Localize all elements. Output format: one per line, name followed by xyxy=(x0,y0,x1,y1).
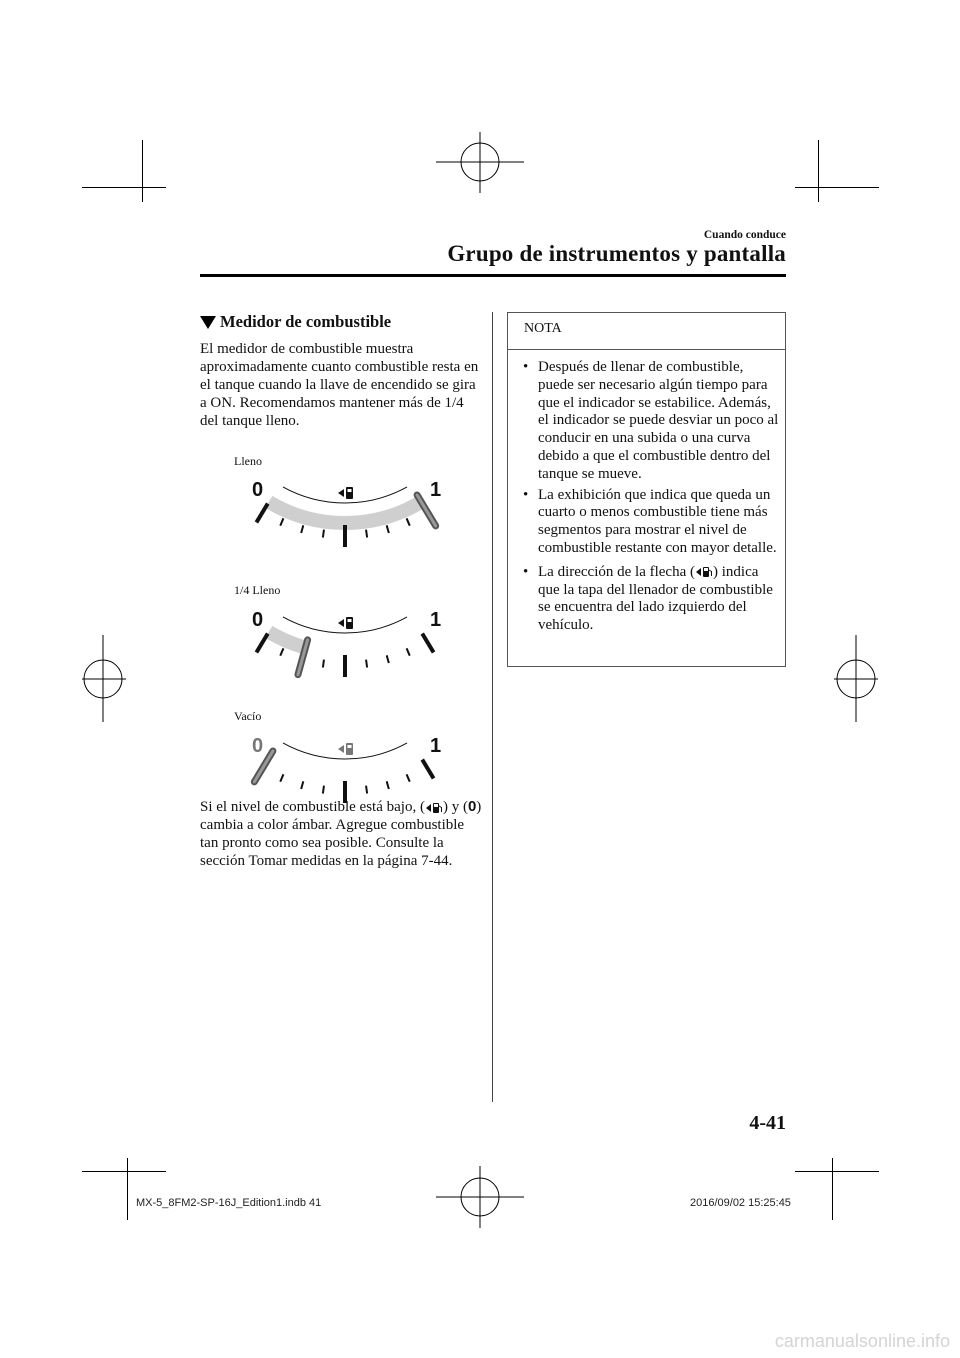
bullet: • xyxy=(523,359,529,375)
low-fuel-text-2: ) y ( xyxy=(442,799,468,815)
fuel-pump-window xyxy=(348,489,352,492)
bullet: • xyxy=(523,486,529,503)
gauge-arc xyxy=(283,617,407,633)
fuel-pump-window xyxy=(348,619,352,622)
note-item-text-b: ) indica que la tapa del llenador de combustible se encuentra del lado izquierdo del vehículo. xyxy=(538,563,773,634)
left-arrow-icon xyxy=(338,489,344,497)
gauge-full-mark: 1 xyxy=(430,735,442,757)
fuel-pump-icon xyxy=(425,801,443,815)
gauge-empty-mark: 0 xyxy=(252,609,264,631)
page-title: Grupo de instrumentos y pantalla xyxy=(447,241,786,266)
gauge-tick xyxy=(280,774,283,781)
note-item-text: La exhibición que indica que queda un cuarto o menos combustible tiene más segmentos para mostrar el nivel de combustible restante con mayor detalle. xyxy=(538,486,777,556)
fuel-pump-icon xyxy=(695,565,713,579)
low-fuel-paragraph xyxy=(200,798,485,870)
fuel-pump-body xyxy=(346,617,353,629)
left-arrow-icon xyxy=(338,619,344,627)
left-arrow-icon xyxy=(338,745,344,753)
gauge-tick xyxy=(387,655,389,663)
note-item xyxy=(518,359,780,484)
gauge-tick xyxy=(422,634,433,653)
gauge-arc xyxy=(283,743,407,759)
gauge-tick xyxy=(301,525,303,533)
gauge-tick xyxy=(387,525,389,533)
note-box xyxy=(507,312,786,667)
gauge-tick xyxy=(280,648,283,655)
low-fuel-zero-mark: 0 xyxy=(467,798,477,815)
header-divider xyxy=(200,274,786,277)
header-section-label: Cuando conduce xyxy=(703,229,786,241)
note-item-text: Después de llenar de combustible, puede ser necesario algún tiempo para que el indicador se estabilice. Además, el indicador se puede desviar un poco al conducir en una subida o una curva debido a que el combustible dentro del tanque se mueve. xyxy=(538,359,779,482)
gauge-tick xyxy=(323,530,324,538)
gauge-tick xyxy=(366,786,367,794)
gauge-tick xyxy=(323,660,324,668)
gauge-tick xyxy=(256,634,267,653)
note-item xyxy=(518,487,780,558)
gauge-tick xyxy=(422,760,433,779)
gauge-tick xyxy=(366,660,367,668)
gauge-label-empty: Vacío xyxy=(234,709,262,723)
gauge-tick xyxy=(366,530,367,538)
fuel-pump-body xyxy=(346,743,353,755)
bullet: • xyxy=(523,563,529,580)
note-list xyxy=(518,359,780,638)
fuel-gauge-empty xyxy=(240,726,460,806)
fuel-pump-icon xyxy=(338,487,353,499)
gauge-tick xyxy=(407,648,410,655)
gauge-tick xyxy=(323,786,324,794)
gauge-empty-mark: 0 xyxy=(252,479,264,501)
fuel-gauge-full xyxy=(240,470,460,550)
note-title: NOTA xyxy=(524,321,562,336)
gauge-tick xyxy=(280,518,283,525)
gauge-tick xyxy=(301,781,303,789)
gauge-tick xyxy=(256,504,267,523)
fuel-pump-icon xyxy=(338,617,353,629)
gauge-tick xyxy=(407,518,410,525)
watermark: carmanualsonline.info xyxy=(774,1331,950,1351)
gauge-tick xyxy=(407,774,410,781)
gauge-label-quarter: 1/4 Lleno xyxy=(234,583,281,597)
gauge-full-mark: 1 xyxy=(430,609,442,631)
footer-filename: MX-5_8FM2-SP-16J_Edition1.indb 41 xyxy=(136,1197,322,1209)
fuel-pump-window xyxy=(348,745,352,748)
gauge-label-full: Lleno xyxy=(234,454,262,468)
note-item-text-a: La dirección de la flecha ( xyxy=(538,563,695,580)
intro-paragraph: El medidor de combustible muestra aproximadamente cuanto combustible resta en el tanque cuando la llave de encendido se gira a ON. Recomendamos mantener más de 1/4 del tanque lleno. xyxy=(200,341,479,429)
fuel-gauge-quarter xyxy=(240,600,460,680)
gauge-empty-mark: 0 xyxy=(252,735,264,757)
gauge-fill-band xyxy=(269,632,306,648)
note-item xyxy=(518,564,780,635)
fuel-pump-icon xyxy=(338,743,353,755)
section-heading xyxy=(200,312,391,332)
low-fuel-text-3: ) cambia a color ámbar. Agregue combustible tan pronto como sea posible. Consulte la sección Tomar medidas en la página 7-44. xyxy=(200,799,482,869)
low-fuel-text-1: Si el nivel de combustible está bajo, ( xyxy=(200,799,425,815)
gauge-arc xyxy=(283,487,407,503)
note-divider xyxy=(508,349,785,350)
gauge-fill-band xyxy=(269,502,421,523)
section-heading-text: Medidor de combustible xyxy=(220,312,392,331)
fuel-pump-body xyxy=(346,487,353,499)
triangle-bullet-icon xyxy=(200,316,216,329)
column-divider xyxy=(492,312,493,1102)
footer-timestamp: 2016/09/02 15:25:45 xyxy=(690,1197,791,1209)
gauge-full-mark: 1 xyxy=(430,479,442,501)
gauge-tick xyxy=(387,781,389,789)
page-number: 4-41 xyxy=(749,1112,786,1134)
